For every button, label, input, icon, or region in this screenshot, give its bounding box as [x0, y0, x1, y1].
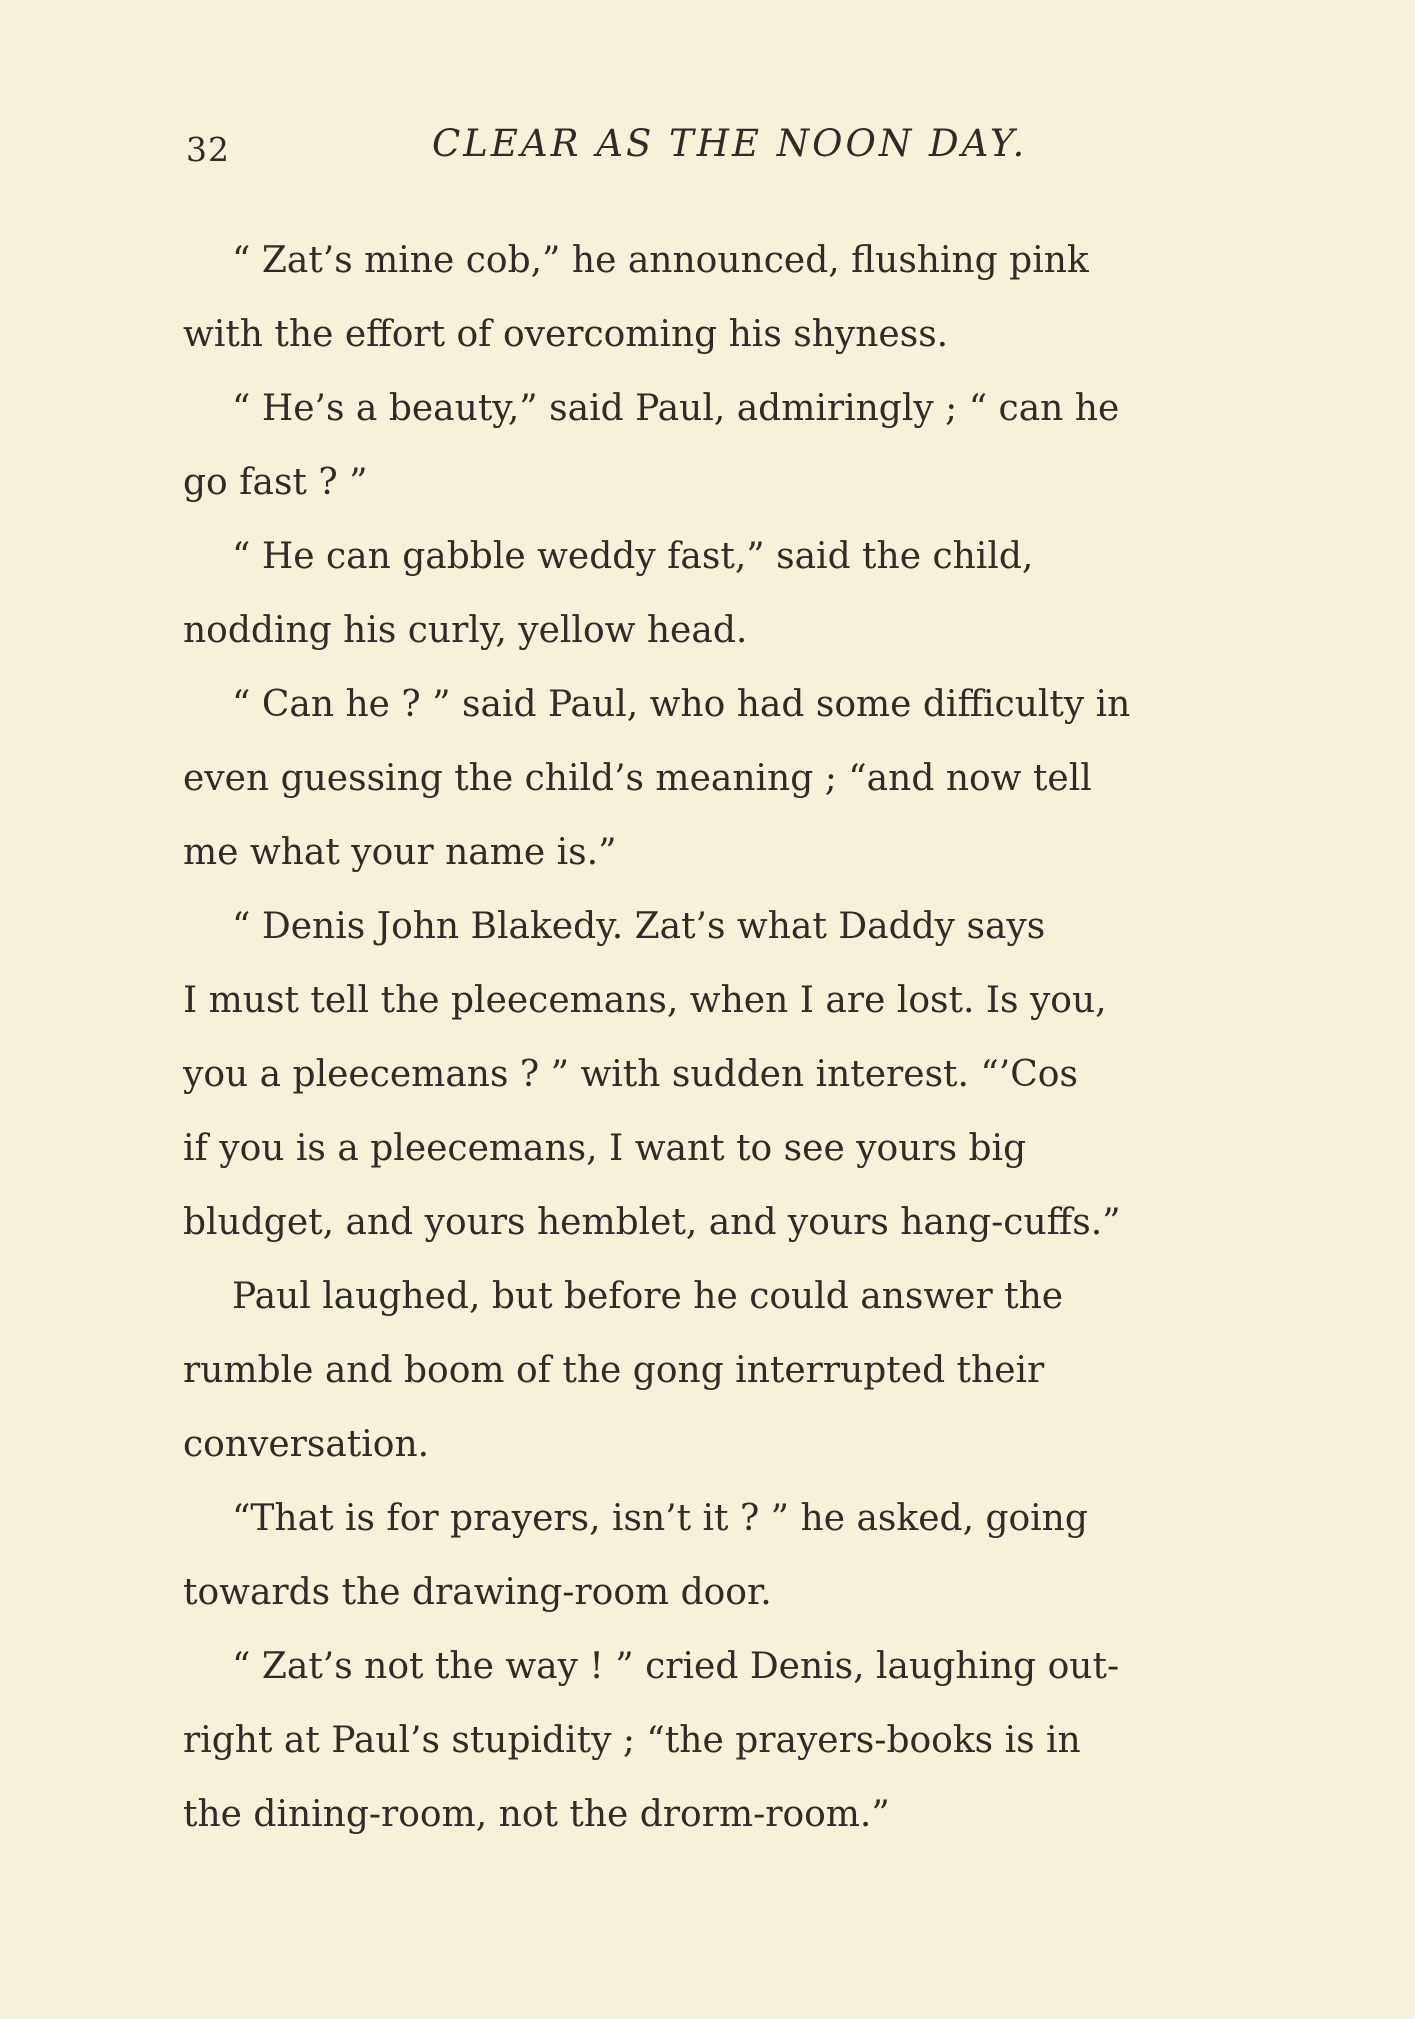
- text-line: me what your name is.”: [183, 832, 617, 873]
- text-line: rumble and boom of the gong interrupted their: [183, 1350, 1045, 1391]
- text-line: if you is a pleecemans, I want to see yours big: [183, 1128, 1027, 1169]
- text-line: “ Denis John Blakedy. Zat’s what Daddy says: [232, 906, 1046, 947]
- text-line: “ He can gabble weddy fast,” said the child,: [232, 536, 1034, 577]
- text-line: bludget, and yours hemblet, and yours hang-cuffs.”: [183, 1202, 1121, 1243]
- text-line: conversation.: [183, 1424, 430, 1465]
- text-line: Paul laughed, but before he could answer the: [232, 1276, 1064, 1317]
- text-line: nodding his curly, yellow head.: [183, 610, 748, 651]
- text-line: I must tell the pleecemans, when I are lost. Is you,: [183, 980, 1107, 1021]
- text-line: right at Paul’s stupidity ; “the prayers-books is in: [183, 1720, 1081, 1761]
- body-text: [183, 224, 1278, 1852]
- text-line: “ Zat’s mine cob,” he announced, flushing pink: [232, 240, 1089, 281]
- text-line: you a pleecemans ? ” with sudden interest. “’Cos: [183, 1054, 1078, 1095]
- text-line: “That is for prayers, isn’t it ? ” he asked, going: [232, 1498, 1088, 1539]
- text-line: “ Can he ? ” said Paul, who had some difficulty in: [232, 684, 1131, 725]
- running-head: CLEAR AS THE NOON DAY.: [432, 122, 1028, 165]
- text-line: “ Zat’s not the way ! ” cried Denis, laughing out-: [232, 1646, 1120, 1687]
- text-line: towards the drawing-room door.: [183, 1572, 772, 1613]
- text-line: even guessing the child’s meaning ; “and now tell: [183, 758, 1092, 799]
- text-line: the dining-room, not the drorm-room.”: [183, 1794, 890, 1835]
- text-line: with the effort of overcoming his shyness.: [183, 314, 949, 355]
- page-number: 32: [186, 130, 230, 169]
- text-line: go fast ? ”: [183, 462, 368, 503]
- text-line: “ He’s a beauty,” said Paul, admiringly ; “ can he: [232, 388, 1120, 429]
